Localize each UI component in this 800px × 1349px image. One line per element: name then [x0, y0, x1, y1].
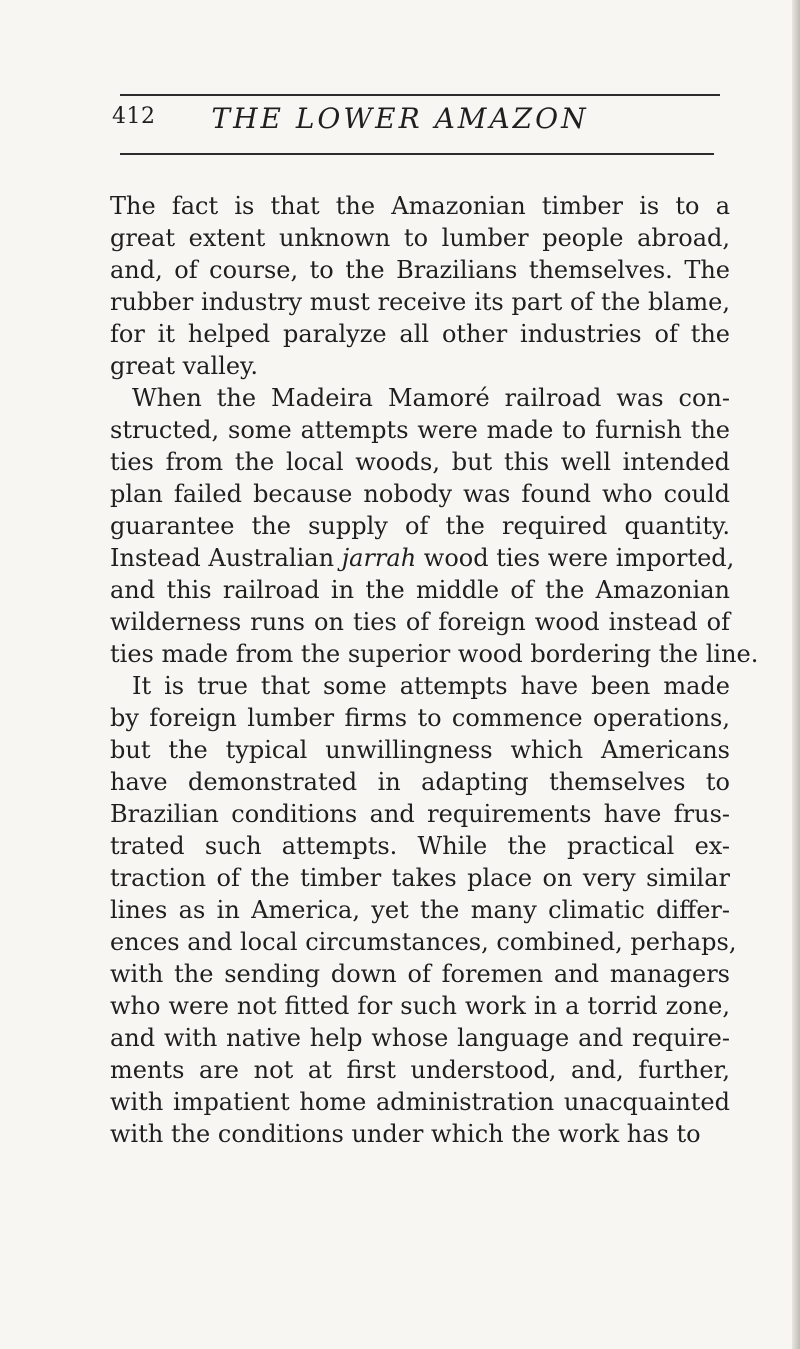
text-line: When the Madeira Mamoré railroad was con- — [132, 384, 730, 412]
text-line: Instead Australian jarrah wood ties were imported, — [110, 544, 735, 572]
text-line: great valley. — [110, 352, 259, 380]
text-line: ties from the local woods, but this well intended — [110, 448, 730, 476]
text-line: ences and local circumstances, combined, perhaps, — [110, 928, 737, 956]
text-line: with impatient home administration unacquainted — [110, 1088, 730, 1116]
text-line: have demonstrated in adapting themselves to — [110, 768, 730, 796]
text-line: ties made from the superior wood bordering the line. — [110, 640, 759, 668]
text-line: ments are not at first understood, and, further, — [110, 1056, 730, 1084]
text-line: who were not fitted for such work in a torrid zone, — [110, 992, 730, 1020]
running-head: THE LOWER AMAZON — [211, 102, 589, 135]
text-line: but the typical unwillingness which Americans — [110, 736, 730, 764]
text-line: lines as in America, yet the many climatic differ- — [110, 896, 730, 924]
text-line: The fact is that the Amazonian timber is to a — [110, 192, 730, 220]
page-edge-shadow — [792, 0, 800, 1349]
body-text — [110, 190, 759, 1150]
text-line: by foreign lumber firms to commence operations, — [110, 704, 730, 732]
text-line: trated such attempts. While the practical ex- — [110, 832, 730, 860]
text-line: traction of the timber takes place on very similar — [110, 864, 730, 892]
text-line: guarantee the supply of the required quantity. — [110, 512, 730, 540]
italic-word: jarrah — [341, 544, 417, 572]
text-line: great extent unknown to lumber people abroad, — [110, 224, 730, 252]
text-line: and this railroad in the middle of the Amazonian — [110, 576, 730, 604]
header-rule-bottom — [120, 153, 714, 155]
text-line: and, of course, to the Brazilians themselves. The — [110, 256, 730, 284]
text-line: and with native help whose language and require- — [110, 1024, 730, 1052]
text-line: with the sending down of foremen and managers — [110, 960, 730, 988]
text-line: rubber industry must receive its part of the blame, — [110, 288, 730, 316]
text-line: structed, some attempts were made to furnish the — [110, 416, 730, 444]
page-number: 412 — [112, 104, 156, 129]
text-line: It is true that some attempts have been made — [132, 672, 730, 700]
text-line: for it helped paralyze all other industries of the — [110, 320, 730, 348]
text-line: Brazilian conditions and requirements have frus- — [110, 800, 730, 828]
header-rule-top — [120, 94, 720, 96]
text-line: wilderness runs on ties of foreign wood instead of — [110, 608, 730, 636]
text-line: plan failed because nobody was found who could — [110, 480, 730, 508]
text-line: with the conditions under which the work has to — [110, 1120, 701, 1148]
